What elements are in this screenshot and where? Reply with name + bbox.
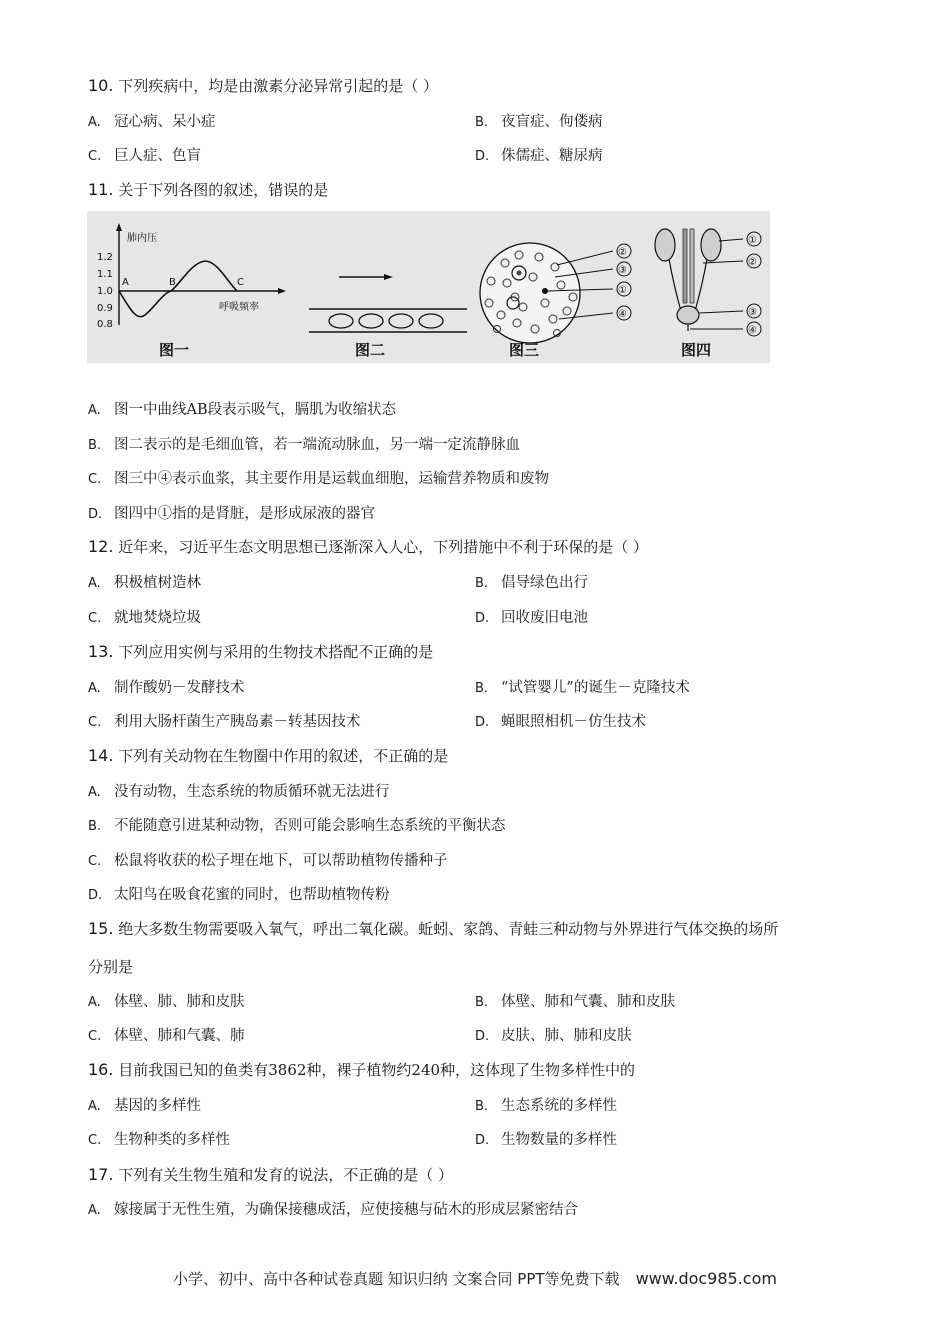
question-text: 下列有关生物生殖和发育的说法，不正确的是（ ） bbox=[118, 1166, 454, 1184]
option-label: D. bbox=[475, 1029, 490, 1044]
left-ureter bbox=[669, 259, 681, 311]
aorta bbox=[683, 229, 687, 303]
question-16-stem bbox=[88, 1060, 635, 1080]
x-axis-label: 呼吸频率 bbox=[219, 302, 259, 313]
figure-1-caption: 图一 bbox=[159, 341, 190, 359]
red-blood-cell bbox=[419, 314, 443, 328]
question-number: 14. bbox=[88, 746, 114, 765]
option-label: A. bbox=[88, 785, 101, 800]
option-label: C. bbox=[88, 149, 102, 164]
y-axis-label: 肺内压 bbox=[127, 233, 157, 244]
question-13-stem bbox=[88, 642, 433, 662]
option-17-a bbox=[88, 1200, 578, 1221]
question-number: 17. bbox=[88, 1165, 114, 1184]
option-text: 积极植树造林 bbox=[114, 575, 201, 591]
option-label: C. bbox=[88, 715, 102, 730]
option-label: A. bbox=[88, 1099, 101, 1114]
option-10-b bbox=[475, 112, 603, 133]
left-kidney bbox=[655, 229, 675, 261]
option-label: B. bbox=[88, 819, 102, 834]
option-text: 松鼠将收获的松子埋在地下，可以帮助植物传播种子 bbox=[114, 853, 448, 869]
option-text: 体壁、肺和气囊、肺和皮肤 bbox=[501, 994, 675, 1010]
question-12-stem bbox=[88, 537, 648, 557]
question-15-stem-continued bbox=[88, 957, 133, 977]
red-blood-cell bbox=[359, 314, 383, 328]
option-10-a bbox=[88, 112, 216, 133]
option-label: A. bbox=[88, 403, 101, 418]
y-tick: 0.9 bbox=[97, 303, 113, 314]
option-label: D. bbox=[475, 1133, 490, 1148]
question-11-figure bbox=[87, 211, 770, 363]
option-label: C. bbox=[88, 1133, 102, 1148]
option-12-a bbox=[88, 573, 201, 594]
option-12-d bbox=[475, 608, 588, 629]
y-tick: 1.1 bbox=[97, 269, 113, 280]
footer-text: 小学、初中、高中各种试卷真题 知识归纳 文案合同 PPT等免费下载 bbox=[173, 1270, 620, 1288]
figure-3-blood-smear bbox=[480, 243, 631, 359]
question-text: 下列有关动物在生物圈中作用的叙述，不正确的是 bbox=[118, 747, 449, 765]
figure-1-pressure-chart bbox=[97, 223, 286, 359]
option-text: 嫁接属于无性生殖，为确保接穗成活，应使接穗与砧木的形成层紧密结合 bbox=[114, 1202, 578, 1218]
question-text: 下列应用实例与采用的生物技术搭配不正确的是 bbox=[118, 643, 434, 661]
option-text: 生物数量的多样性 bbox=[501, 1132, 617, 1148]
flow-arrow-head bbox=[384, 274, 393, 280]
option-text: 生物种类的多样性 bbox=[114, 1132, 230, 1148]
y-tick: 1.2 bbox=[97, 252, 113, 263]
question-number: 10. bbox=[88, 76, 114, 95]
bladder bbox=[677, 306, 699, 324]
question-10-stem bbox=[88, 76, 438, 96]
option-12-b bbox=[475, 573, 588, 594]
right-ureter bbox=[695, 259, 707, 311]
page-footer bbox=[0, 1268, 950, 1289]
option-text: 皮肤、肺、肺和皮肤 bbox=[501, 1028, 632, 1044]
option-16-b bbox=[475, 1096, 617, 1117]
option-label: C. bbox=[88, 611, 102, 626]
option-14-b bbox=[88, 816, 506, 837]
option-11-b bbox=[88, 435, 520, 456]
option-11-d bbox=[88, 504, 375, 525]
option-text: 不能随意引进某种动物，否则可能会影响生态系统的平衡状态 bbox=[114, 818, 506, 834]
option-text: 没有动物，生态系统的物质循环就无法进行 bbox=[114, 784, 390, 800]
point-a-label: A bbox=[122, 277, 129, 288]
figure-4-urinary-system bbox=[655, 229, 761, 359]
option-10-d bbox=[475, 146, 603, 167]
question-text: 目前我国已知的鱼类有3862种，裸子植物约240种，这体现了生物多样性中的 bbox=[118, 1061, 636, 1079]
option-10-c bbox=[88, 146, 201, 167]
figure-3-label: ④ bbox=[618, 309, 627, 320]
question-text: 关于下列各图的叙述，错误的是 bbox=[118, 181, 329, 199]
right-kidney bbox=[701, 229, 721, 261]
figure-svg bbox=[87, 211, 770, 363]
option-text: 利用大肠杆菌生产胰岛素－转基因技术 bbox=[114, 714, 361, 730]
question-17-stem bbox=[88, 1165, 453, 1185]
option-15-b bbox=[475, 992, 675, 1013]
option-text: 图四中①指的是肾脏，是形成尿液的器官 bbox=[114, 506, 375, 522]
option-label: C. bbox=[88, 472, 102, 487]
option-label: A. bbox=[88, 681, 101, 696]
option-text: 冠心病、呆小症 bbox=[114, 114, 216, 130]
option-label: C. bbox=[88, 1029, 102, 1044]
figure-3-label: ② bbox=[618, 247, 627, 258]
option-text: 侏儒症、糖尿病 bbox=[501, 148, 603, 164]
option-text: 图一中曲线AB段表示吸气，膈肌为收缩状态 bbox=[114, 402, 397, 418]
option-14-c bbox=[88, 851, 448, 872]
x-axis-arrow bbox=[278, 288, 286, 294]
option-label: D. bbox=[475, 715, 490, 730]
option-label: D. bbox=[88, 888, 103, 903]
option-15-a bbox=[88, 992, 245, 1013]
option-label: C. bbox=[88, 854, 102, 869]
option-text: 图二表示的是毛细血管，若一端流动脉血，另一端一定流静脉血 bbox=[114, 437, 520, 453]
option-14-a bbox=[88, 782, 390, 803]
vena-cava bbox=[690, 229, 694, 303]
option-text: 太阳鸟在吸食花蜜的同时，也帮助植物传粉 bbox=[114, 887, 390, 903]
figure-2-capillary bbox=[309, 274, 467, 359]
option-text: 基因的多样性 bbox=[114, 1098, 201, 1114]
option-15-d bbox=[475, 1026, 632, 1047]
question-text: 分别是 bbox=[88, 958, 134, 976]
question-number: 15. bbox=[88, 919, 114, 938]
option-text: 体壁、肺和气囊、肺 bbox=[114, 1028, 245, 1044]
option-16-a bbox=[88, 1096, 201, 1117]
option-text: 巨人症、色盲 bbox=[114, 148, 201, 164]
option-label: D. bbox=[88, 507, 103, 522]
option-label: A. bbox=[88, 576, 101, 591]
question-text: 近年来，习近平生态文明思想已逐渐深入人心，下列措施中不利于环保的是（ ） bbox=[118, 538, 649, 556]
figure-3-caption: 图三 bbox=[509, 341, 540, 359]
option-label: B. bbox=[475, 576, 489, 591]
option-label: A. bbox=[88, 995, 101, 1010]
figure-3-label: ① bbox=[618, 285, 627, 296]
question-text: 下列疾病中，均是由激素分泌异常引起的是（ ） bbox=[118, 77, 439, 95]
option-label: B. bbox=[475, 995, 489, 1010]
point-c-label: C bbox=[237, 277, 244, 288]
option-label: B. bbox=[475, 115, 489, 130]
option-14-d bbox=[88, 885, 390, 906]
option-13-d bbox=[475, 712, 646, 733]
option-text: 体壁、肺、肺和皮肤 bbox=[114, 994, 245, 1010]
option-text: 回收废旧电池 bbox=[501, 610, 588, 626]
figure-4-label: ③ bbox=[748, 307, 757, 318]
y-tick: 0.8 bbox=[97, 319, 113, 330]
question-number: 13. bbox=[88, 642, 114, 661]
question-14-stem bbox=[88, 746, 448, 766]
question-number: 12. bbox=[88, 537, 114, 556]
red-blood-cell bbox=[329, 314, 353, 328]
option-text: 图三中④表示血浆，其主要作用是运载血细胞，运输营养物质和废物 bbox=[114, 471, 549, 487]
option-label: D. bbox=[475, 611, 490, 626]
option-label: B. bbox=[475, 681, 489, 696]
red-blood-cell bbox=[389, 314, 413, 328]
figure-4-label: ① bbox=[748, 235, 757, 246]
option-13-b bbox=[475, 678, 690, 699]
question-number: 16. bbox=[88, 1060, 114, 1079]
option-label: A. bbox=[88, 115, 101, 130]
option-text: 夜盲症、佝偻病 bbox=[501, 114, 603, 130]
option-label: B. bbox=[475, 1099, 489, 1114]
figure-3-label: ③ bbox=[618, 265, 627, 276]
option-13-a bbox=[88, 678, 245, 699]
option-label: D. bbox=[475, 149, 490, 164]
figure-4-label: ② bbox=[748, 257, 757, 268]
option-text: 就地焚烧垃圾 bbox=[114, 610, 201, 626]
question-15-stem bbox=[88, 919, 778, 939]
option-16-d bbox=[475, 1130, 617, 1151]
option-label: B. bbox=[88, 438, 102, 453]
y-axis-arrow bbox=[116, 223, 122, 231]
figure-4-label: ④ bbox=[748, 325, 757, 336]
option-text: 生态系统的多样性 bbox=[501, 1098, 617, 1114]
option-11-c bbox=[88, 469, 549, 490]
point-b-label: B bbox=[169, 277, 176, 288]
y-tick: 1.0 bbox=[97, 286, 113, 297]
question-11-stem bbox=[88, 180, 328, 200]
figure-4-caption: 图四 bbox=[681, 341, 712, 359]
question-number: 11. bbox=[88, 180, 114, 199]
option-11-a bbox=[88, 400, 396, 421]
option-text: 制作酸奶－发酵技术 bbox=[114, 680, 245, 696]
option-12-c bbox=[88, 608, 201, 629]
option-text: 倡导绿色出行 bbox=[501, 575, 588, 591]
question-text: 绝大多数生物需要吸入氧气，呼出二氧化碳。蚯蚓、家鸽、青蛙三种动物与外界进行气体交换的场所 bbox=[118, 920, 779, 938]
option-label: A. bbox=[88, 1203, 101, 1218]
option-text: 蝇眼照相机－仿生技术 bbox=[501, 714, 646, 730]
smear-field bbox=[480, 243, 580, 343]
option-13-c bbox=[88, 712, 361, 733]
figure-2-caption: 图二 bbox=[355, 341, 386, 359]
white-blood-cell-nucleus bbox=[517, 271, 522, 276]
footer-site-link[interactable]: www.doc985.com bbox=[635, 1269, 777, 1288]
option-16-c bbox=[88, 1130, 230, 1151]
option-text: “试管婴儿”的诞生－克隆技术 bbox=[501, 680, 690, 696]
option-15-c bbox=[88, 1026, 245, 1047]
